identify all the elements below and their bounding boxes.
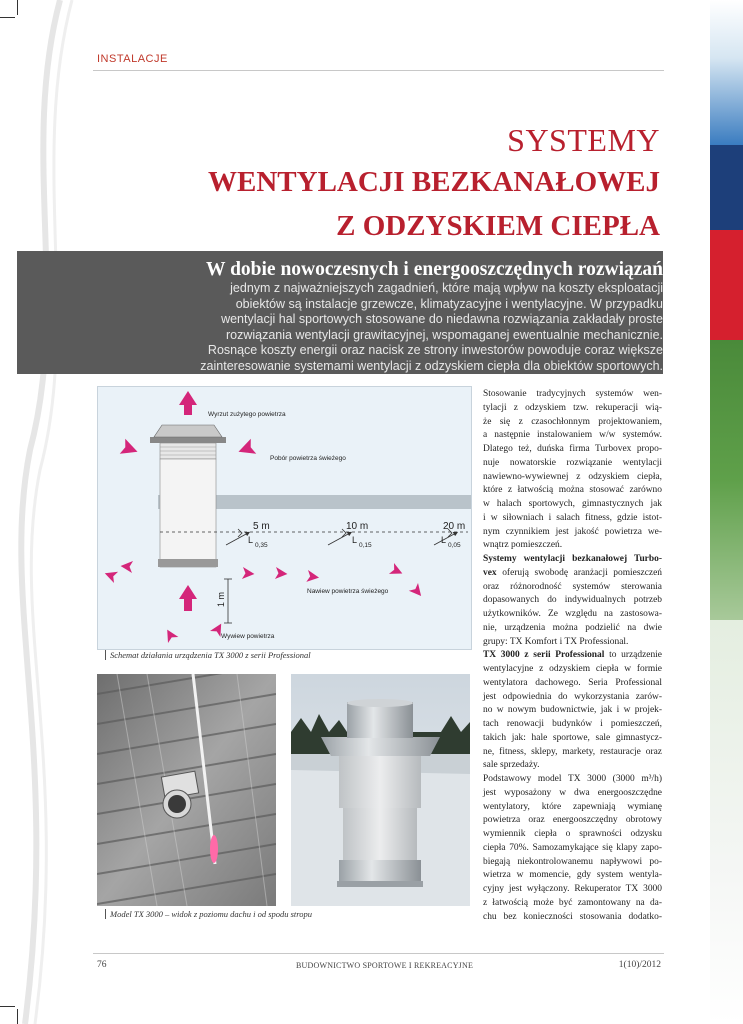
body-line: i w siłowniach i salach fitness, gdzie istot- [483, 512, 662, 523]
label-intake: Pobór powietrza świeżego [270, 455, 346, 462]
body-line: nuje nowatorskie rozwiązanie wentylacji [483, 457, 662, 468]
lead-line: zainteresowanie systemami wentylacji z odzyskiem ciepła dla obiektów sportowych. [200, 358, 663, 373]
body-line: Podstawowy model TX 3000 (3000 m³/h) [483, 774, 662, 784]
body-line: cyjny jest wyłączony. Rekuperator TX 3000 [483, 884, 662, 894]
edge-strip-red [710, 230, 743, 340]
diagram-svg [98, 387, 471, 649]
diagram-caption: Schemat działania urządzenia TX 3000 z serii Professional [105, 650, 311, 660]
lead-line: rozwiązania wentylacji grawitacyjnej, wspomaganej ewentualnie mechanicznie. [225, 327, 663, 342]
body-line: nym czynnikiem jest jakość powietrza we- [483, 526, 662, 537]
body-line: chu bez konieczności stosowania dodatko- [483, 911, 662, 922]
body-text: oferują swobodę aranżacji pomieszczeń [496, 567, 662, 578]
velocity-label: L [248, 535, 254, 545]
body-line: oraz różnorodność systemów sterowania [483, 581, 662, 592]
roof-photo [291, 674, 470, 906]
distance-5m: 5 m [253, 521, 270, 532]
body-line: ciepła 70%. Samozamykające się klapy zapo- [483, 842, 662, 853]
lead-line: Rosnące koszty energii oraz nacisk ze strony inwestorów powoduje coraz większe [207, 343, 663, 358]
issue-number: 1(10)/2012 [618, 960, 661, 970]
label-extract: Wywiew powietrza [221, 633, 275, 640]
lead-line: obiektów są instalacje grzewcze, klimatyzacyjne i wentylacyjne. W przypadku [235, 296, 663, 311]
footer-divider [93, 953, 664, 954]
body-bold-text: Systemy wentylacji bezkanałowej Turbo- [483, 554, 662, 564]
article-title-line-1: SYSTEMY [507, 122, 660, 158]
edge-strip-sky [710, 0, 743, 145]
article-title-line-3: Z ODZYSKIEM CIEPŁA [336, 210, 660, 242]
distance-20m: 20 m [443, 521, 466, 532]
decorative-swoosh [0, 0, 80, 1024]
body-line: ne, fitness, sklepy, markety, restauracje oraz [483, 746, 662, 757]
body-line: sale sprzedaży. [483, 760, 540, 771]
ceiling-photo [97, 674, 276, 906]
section-label: INSTALACJE [97, 53, 168, 65]
body-line: w halach sportowych, gimnastycznych jak [483, 499, 662, 509]
body-bold-text: vex [483, 567, 497, 578]
body-line: biegają niekontrolowanemu napływowi po- [483, 856, 662, 867]
lead-line: wentylacji hal sportowych stosowane do niedawna rozwiązania zakładały proste [221, 312, 663, 327]
exhaust-arrow [179, 391, 197, 415]
lead-heading: W dobie nowoczesnych i energooszczędnych rozwiązań [206, 259, 663, 280]
journal-name: BUDOWNICTWO SPORTOWE I REKREACYJNE [296, 961, 474, 970]
body-line: jest wyposażony w dwa energooszczędne [483, 787, 662, 798]
article-body [483, 388, 662, 924]
body-line: wentylacyjne z odzyskiem ciepła w formie [483, 664, 662, 674]
body-line: jest odpowiednia do wykorzystania zarów- [483, 691, 662, 702]
velocity-value: 0,15 [359, 542, 372, 549]
body-line: a następnie instalowaniem w/w systemów. [483, 430, 662, 441]
page-number: 76 [97, 960, 107, 970]
body-line: grupy: TX Komfort i TX Professional. [483, 636, 629, 647]
body-text: to urządzenie [604, 650, 662, 661]
body-line [483, 649, 662, 663]
body-line: Dlatego też, duńska firma Turbovex propo- [483, 444, 662, 454]
body-line: tach renowacji budynków i pomieszczeń, [483, 719, 662, 729]
body-line: wentylatora dachowego. Seria Professional [483, 677, 662, 688]
body-line: wentylatory, które zapewniają wymianę [483, 801, 662, 812]
label-exhaust: Wyrzut zużytego powietrza [208, 411, 286, 418]
height-label: 1 m [216, 591, 226, 607]
edge-strip-light [710, 620, 743, 1024]
velocity-value: 0,05 [448, 542, 461, 549]
body-line: tylacji z odzyskiem tzw. rekuperacji wią- [483, 402, 662, 413]
distance-10m: 10 m [346, 521, 369, 532]
body-line: no w nowym budownictwie, jak i w projek- [483, 705, 662, 716]
edge-strip-green [710, 340, 743, 620]
roof-unit [150, 425, 226, 567]
body-line: powietrza oraz energooszczędny obrotowy [483, 815, 662, 826]
body-line [483, 567, 662, 581]
body-line: użytkowników. Ze względu na zastosowa- [483, 609, 662, 619]
body-line: wnątrz pomieszczeń. [483, 540, 563, 551]
body-bold-text: TX 3000 z serii Professional [483, 650, 605, 661]
body-line: dopasowanych do indywidualnych potrzeb [483, 595, 662, 606]
ventilation-diagram [97, 386, 472, 650]
lead-line: jednym z najważniejszych zagadnień, które mają wpływ na koszty eksploatacji [230, 281, 663, 295]
label-supply: Nawiew powietrza świeżego [307, 588, 389, 595]
velocity-value: 0,35 [255, 542, 268, 549]
body-line: nawiewno-wywiewnej z odzyskiem ciepła, [483, 471, 662, 482]
body-line: że się z czasochłonnym projektowaniem, [483, 416, 662, 427]
lead-text [103, 281, 663, 375]
body-line: które z łatwością można stosować zarówno [483, 485, 662, 496]
top-divider [93, 70, 664, 71]
body-line [483, 553, 662, 567]
roof-photo-svg [291, 674, 470, 906]
photos-caption: Model TX 3000 – widok z poziomu dachu i od spodu stropu [105, 909, 312, 919]
body-line: takich jak: hale sportowe, sale gimnastycz- [483, 732, 662, 743]
article-title-line-2: WENTYLACJI BEZKANAŁOWEJ [208, 166, 660, 198]
edge-strip-blue [710, 145, 743, 230]
velocity-label: L [441, 535, 447, 545]
body-line: wietrza w momencie, gdy system wentyla- [483, 870, 662, 881]
body-line: wymiennik ciepła o sprawności odzysku [483, 829, 662, 839]
velocity-label: L [352, 535, 358, 545]
body-line: Stosowanie tradycyjnych systemów wen- [483, 389, 662, 399]
body-line: z łatwością może być zamontowany na da- [483, 897, 662, 908]
ceiling-photo-svg [97, 674, 276, 906]
body-line: nie, urządzenia można podzielić na dwie [483, 622, 662, 633]
